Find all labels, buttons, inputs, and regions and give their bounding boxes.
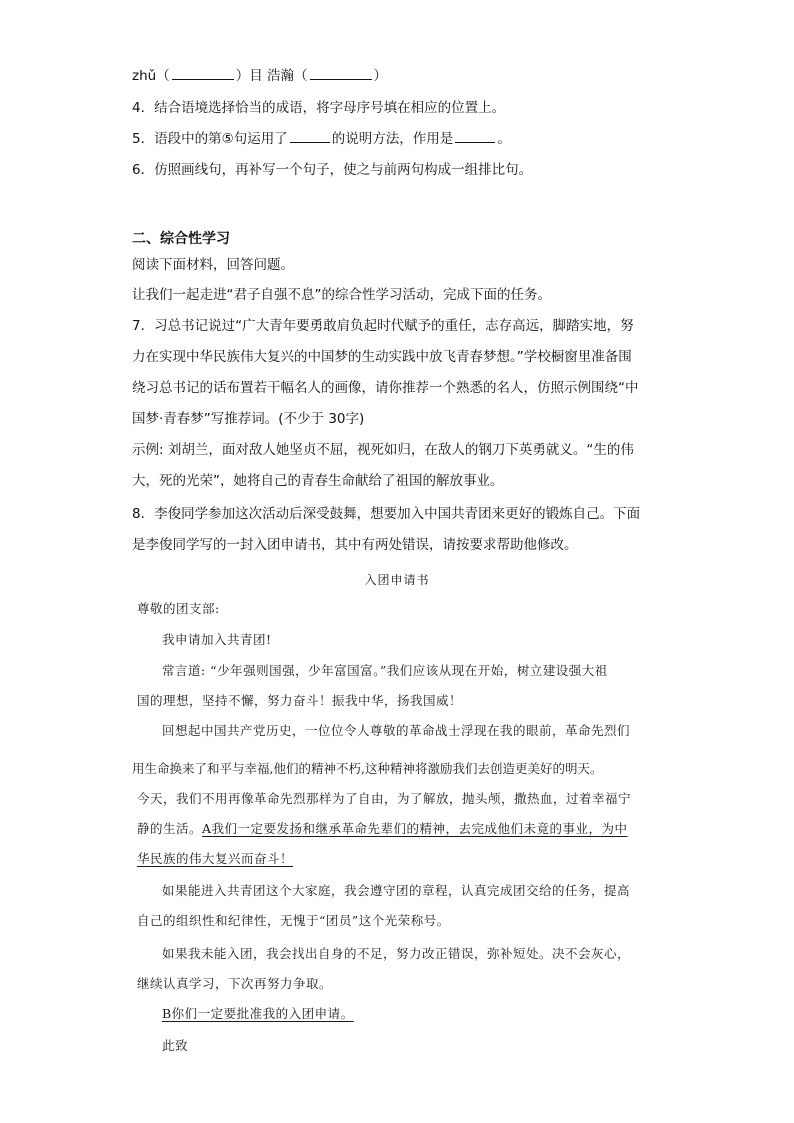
letter-paragraph: 如果我未能入团，我会找出自身的不足，努力改正错误，弥补短处。决不会灰心， xyxy=(162,946,631,961)
q3-mid-label: ）目 浩瀚（ xyxy=(235,68,308,84)
letter-paragraph: 今天，我们不用再像革命先烈那样为了自由，为了解放，抛头颅，撒热血，过着幸福宁 xyxy=(137,791,632,806)
section-heading: 二、综合性学习 xyxy=(132,231,230,247)
question-7-line: 国梦·青春梦”写推荐词。(不少于 30字) xyxy=(132,411,365,427)
answer-blank[interactable] xyxy=(172,67,234,80)
underlined-sentence-a: A我们一定要发扬和继承革命先辈们的精神，去完成他们未竟的事业，为中 xyxy=(202,821,628,836)
letter-paragraph: 如果能进入共青团这个大家庭，我会遵守团的章程，认真完成团交给的任务，提高 xyxy=(162,883,631,898)
q3-end-label: ） xyxy=(373,68,387,84)
letter-paragraph: 继续认真学习，下次再努力争取。 xyxy=(137,976,333,991)
example-line: 示例: 刘胡兰，面对敌人她坚贞不屈，视死如归，在敌人的钢刀下英勇就义。“生的伟 xyxy=(132,442,634,458)
letter-paragraph: 常言道: “少年强则国强，少年富国富。”我们应该从现在开始，树立建设强大祖 xyxy=(162,663,608,678)
letter-paragraph: 我申请加入共青团! xyxy=(162,632,272,647)
question-6: 6．仿照画线句，再补写一个句子，使之与前两句构成一组排比句。 xyxy=(132,162,533,178)
answer-blank[interactable] xyxy=(290,130,330,143)
letter-paragraph: 回想起中国共产党历史，一位位令人尊敬的革命战士浮现在我的眼前，革命先烈们 xyxy=(162,723,631,738)
question-4: 4．结合语境选择恰当的成语，将字母序号填在相应的位置上。 xyxy=(132,100,506,116)
question-7-line: 力在实现中华民族伟大复兴的中国梦的生动实践中放飞青春梦想。”学校橱窗里准备围 xyxy=(132,349,632,365)
question-8-line: 8．李俊同学参加这次活动后深受鼓舞，想要加入中国共青团来更好的锻炼自己。下面 xyxy=(132,506,641,522)
q5-text-a: 5．语段中的第⑤句运用了 xyxy=(132,131,288,147)
letter-paragraph: 国的理想，坚持不懈，努力奋斗！振我中华，扬我国威！ xyxy=(137,693,463,708)
letter-title: 入团申请书 xyxy=(364,573,430,587)
answer-blank[interactable] xyxy=(455,130,495,143)
example-line: 大，死的光荣”，她将自己的青春生命献给了祖国的解放事业。 xyxy=(132,473,504,489)
question-8-line: 是李俊同学写的一封入团申请书，其中有两处错误，请按要求帮助他修改。 xyxy=(132,537,578,553)
underlined-sentence-a: 华民族的伟大复兴而奋斗！ xyxy=(137,851,294,866)
letter-paragraph xyxy=(137,820,628,838)
question-5 xyxy=(132,130,511,148)
letter-text: 静的生活。 xyxy=(137,821,203,836)
q3-pinyin-line xyxy=(132,67,387,85)
letter-paragraph: 自己的组织性和纪律性，无愧于“团员”这个光荣称号。 xyxy=(137,913,450,928)
question-7-line: 绕习总书记的话布置若干幅名人的画像，请你推荐一个熟悉的名人，仿照示例围绕“中 xyxy=(132,380,639,396)
question-7-line: 7．习总书记说过“广大青年要勇敢肩负起时代赋予的重任，志存高远，脚踏实地，努 xyxy=(132,318,634,334)
q3-pinyin-label: zhǔ（ xyxy=(132,68,170,84)
answer-blank[interactable] xyxy=(310,67,372,80)
letter-salutation: 尊敬的团支部: xyxy=(137,601,220,616)
q5-text-c: 。 xyxy=(497,131,511,147)
letter-paragraph: 用生命换来了和平与幸福,他们的精神不朽,这种精神将激励我们去创造更美好的明天。 xyxy=(132,761,603,776)
section-intro-1: 阅读下面材料，回答问题。 xyxy=(132,257,294,273)
section-intro-2: 让我们一起走进“君子自强不息”的综合性学习活动，完成下面的任务。 xyxy=(132,287,551,303)
q5-text-b: 的说明方法，作用是 xyxy=(331,131,454,147)
letter-closing: 此致 xyxy=(162,1038,189,1053)
underlined-sentence-b: B你们一定要批准我的入团申请。 xyxy=(162,1006,354,1021)
